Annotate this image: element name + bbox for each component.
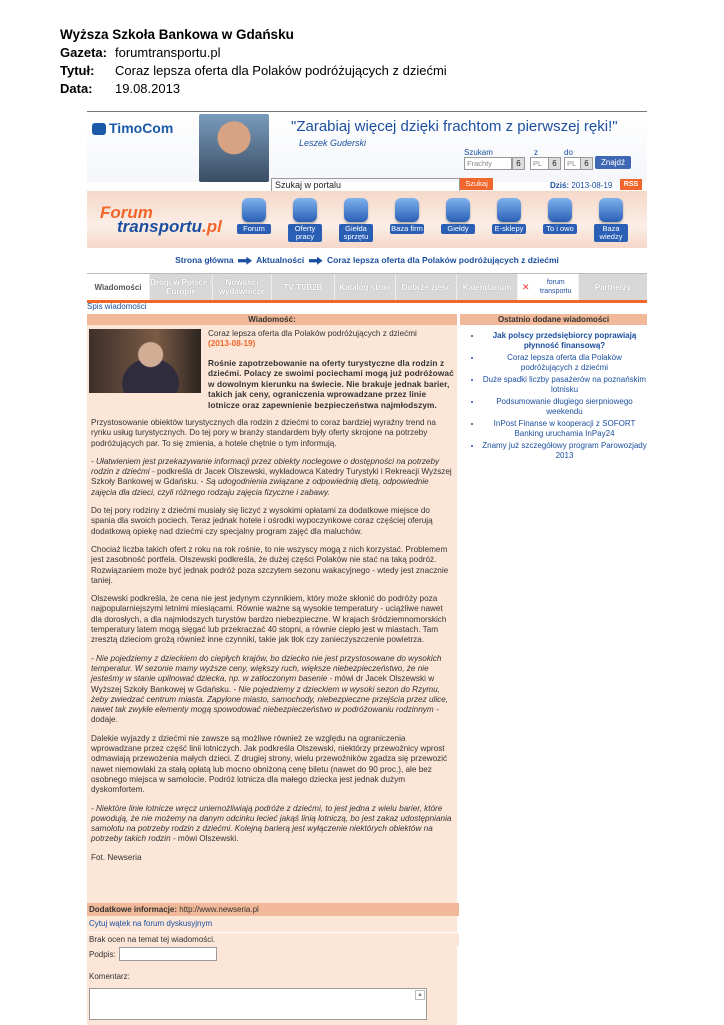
szukam-label: Szukam: [464, 148, 493, 157]
advert-author: Leszek Guderski: [299, 138, 367, 148]
paragraph: - Niektóre linie lotnicze wręcz uniemożliwiają podróże z dziećmi, to jest jedna z wielu barier, które powodują, że nie możemy na danym odcinku lecieć jakąś linią lotniczą, bo jest zakaz udostępniania samolotu na potrzeby rodzin z dziećmi. Kolejną barierą jest wyłączenie niektórych obiektów na potrzeby takich rodzin - mówi Olszewski.: [91, 803, 452, 844]
paragraph: Olszewski podkreśla, że cena nie jest jedynym czynnikiem, który może skłonić do podróży poza najpopularniejszymi letnimi miesiącami. Równie ważne są wysokie temperatury - uciążliwe nawet dla dorosłych, a dla najmłodszych turystów bardzo niebezpieczne. W krajach śródziemnomorskich temperatury latem mogą sięgać lub przekraczać 40 stopni, a równie ciepło jest w miastach. Tam zresztą dzieciom grożą również inne czynniki, takie jak tłok czy zanieczyszczenie powietrza.: [91, 594, 447, 645]
article-lead: Rośnie zapotrzebowanie na oferty turystyczne dla rodzin z dziećmi. Polacy ze swoimi pociechami mogą już podróżować w dowolnym kierunku na świecie. Nie brakuje jednak barier, takich jak ceny, ograniczenia wprowadzane przez linie lotnicze oraz zapewnienie bezpieczeństwa najmłodszym.: [208, 357, 454, 410]
recent-news-item[interactable]: • Duże spadki liczby pasażerów na poznańskim lotnisku: [482, 375, 647, 394]
logo-transportu[interactable]: transportu.pl: [117, 217, 222, 236]
portal-search-input[interactable]: Szukaj w portalu: [271, 178, 460, 192]
scroll-arrow-icon[interactable]: ▲: [415, 990, 425, 1000]
sidebar-heading: Ostatnio dodane wiadomości: [460, 314, 647, 325]
additional-info: Dodatkowe informacje: http://www.newseria.pl: [87, 903, 459, 916]
recent-news-sidebar: [460, 314, 647, 494]
paragraph: Do tej pory rodziny z dziećmi musiały się liczyć z wysokimi opłatami za dodatkowe miejsce do spania dla swoich pociech. Teraz jednak hotele i ośrodki wypoczynkowe coraz częściej oferują dodatkową opiekę nad dziećmi czy specjalny program zajęć dla maluchów.: [91, 506, 433, 536]
today-date: Dziś: 2013-08-19: [550, 181, 613, 190]
spis-wiadomosci-link[interactable]: Spis wiadomości: [87, 302, 147, 311]
banner-e-shops-button[interactable]: [492, 198, 526, 234]
exchanges-icon: [446, 198, 470, 222]
banner-icon-label: Baza firm: [391, 224, 423, 233]
tab-katalog[interactable]: Katalog stron: [335, 274, 396, 300]
freight-type-select[interactable]: Frachty: [464, 157, 512, 170]
data-label: Data:: [60, 81, 93, 96]
paragraph: Dalekie wyjazdy z dziećmi nie zawsze są możliwe również ze względu na ograniczenia wprowadzane przez część linii lotniczych. Jak podkreśla Olszewski, niektórzy przewoźnicy wprost odmawiają przewożenia małych dzieci. Z drugiej strony, wielu przewoźników zgadza się przewozić nawet niemowlaki za stałą opłatą lub mocno obniżoną cenę biletu (nawet do 90 proc.), ale bez osobnego miejsca w samolocie. Podróż lotnicza dla małego dziecka jest jednak dużym dyskomfortem.: [91, 733, 448, 795]
additional-info-link[interactable]: http://www.newseria.pl: [177, 905, 259, 914]
from-number[interactable]: 6: [548, 157, 561, 170]
from-country-select[interactable]: PL: [530, 157, 550, 170]
breadcrumb-home[interactable]: Strona główna: [175, 255, 234, 265]
banner-icon-label: E-sklepy: [492, 224, 526, 234]
podpis-label: Podpis:: [89, 950, 116, 959]
advert-slogan: "Zarabiaj więcej dzięki frachtom z pierwszej ręki!": [291, 118, 618, 135]
recent-news-list: [460, 331, 647, 460]
site-banner: [87, 191, 647, 248]
to-number[interactable]: 6: [580, 157, 593, 170]
banner-job-offers-button[interactable]: [288, 198, 322, 242]
top-bar: [87, 112, 647, 182]
e-shops-icon: [497, 198, 521, 222]
banner-icon-label: Giełda sprzętu: [339, 224, 373, 242]
recent-news-item[interactable]: • Znamy już szczegółowy program Parowozjady 2013: [482, 441, 647, 460]
logo-forum[interactable]: Forum: [100, 203, 153, 222]
gazeta-value: forumtransportu.pl: [115, 45, 221, 60]
forum-quote-link[interactable]: Cytuj wątek na forum dyskusyjnym: [89, 919, 213, 928]
article-panel: [87, 314, 457, 1025]
banner-equipment-exchange-button[interactable]: [339, 198, 373, 242]
arrow-right-icon: [309, 257, 323, 265]
szukaj-button[interactable]: Szukaj: [460, 178, 493, 190]
forum-icon: [242, 198, 266, 222]
gazeta-label: Gazeta:: [60, 45, 107, 60]
banner-icon-label: Oferty pracy: [288, 224, 322, 242]
tab-forum[interactable]: ✕ forum transportu: [518, 274, 579, 300]
article-heading: Wiadomość:: [87, 314, 457, 325]
article-date: (2013-08-19): [208, 339, 256, 349]
z-label: z: [534, 148, 538, 157]
znajdz-button[interactable]: Znajdź: [595, 156, 631, 169]
miscellaneous-icon: [548, 198, 572, 222]
tab-wiadomosci[interactable]: Wiadomości: [87, 274, 150, 300]
timocom-icon: [92, 123, 106, 135]
tab-partnerzy[interactable]: Partnerzy: [579, 274, 647, 300]
paragraph: - Ułatwieniem jest przekazywanie informacji przez obiekty noclegowe o dostępności na potrzeby rodzin z dziećmi - podkreśla dr Jacek Olszewski, wykładowca Katedry Turystyki i Rekreacji Wyższej Szkoły Bankowej w Gdańsku. - Są udogodnienia związane z odpowiednią dietą, odpowiednie zajęcia dla dzieci, czyli różnego rodzaju zajęcia fizyczne i zabawy.: [91, 456, 452, 497]
banner-icon-label: To i owo: [543, 224, 577, 234]
knowledge-base-icon: [599, 198, 623, 222]
podpis-input[interactable]: [119, 947, 217, 961]
tab-dobrze-zjesc[interactable]: Dobrze zjeść: [396, 274, 457, 300]
banner-exchanges-button[interactable]: [441, 198, 475, 234]
breadcrumb-news[interactable]: Aktualności: [256, 255, 305, 265]
company-database-icon: [395, 198, 419, 222]
tab-drogi[interactable]: Drogi w Polsce i Europie: [150, 274, 213, 300]
document-meta: [60, 26, 447, 98]
forum-icon: ✕: [522, 281, 530, 292]
paragraph: Przystosowanie obiektów turystycznych dla rodzin z dziećmi to coraz bardziej wyraźny trend na rynku usług turystycznych. Do tej pory w branży standardem były oferty skrojone na potrzeby podróżujących par. To się zmienia, a hotele chętnie o tym informują.: [91, 418, 436, 448]
institution: Wyższa Szkoła Bankowa w Gdańsku: [60, 27, 294, 42]
banner-icon-label: Forum: [237, 224, 271, 234]
photo-credit: Fot. Newseria: [91, 852, 142, 862]
banner-icon-label: Baza wiedzy: [594, 224, 628, 242]
paragraph: Chociaż liczba takich ofert z roku na rok rośnie, to nie wszyscy mogą z nich korzystać. Problemem jest zasobność portfela. Olszewski podkreśla, że dużej części Polaków nie stać na taką podróż. Rozwiązaniem może być jednak podróż poza szczytem sezonu wakacyjnego - wtedy jest znacznie taniej.: [91, 544, 449, 585]
arrow-right-icon: [238, 257, 252, 265]
tab-tv[interactable]: TV TVB2B: [272, 274, 335, 300]
tytul-value: Coraz lepsza oferta dla Polaków podróżujących z dziećmi: [115, 63, 447, 78]
freight-count[interactable]: 6: [512, 157, 525, 170]
tab-nowosci[interactable]: Nowości wydawnicze: [213, 274, 272, 300]
banner-knowledge-base-button[interactable]: [594, 198, 628, 242]
breadcrumb-current: Coraz lepsza oferta dla Polaków podróżujących z dziećmi: [327, 255, 559, 265]
to-country-select[interactable]: PL: [564, 157, 582, 170]
recent-news-item[interactable]: • Podsumowanie długiego sierpniowego weekendu: [482, 397, 647, 416]
recent-news-item[interactable]: • InPost Finanse w kooperacji z SOFORT Banking uruchamia InPay24: [482, 419, 647, 438]
advert-photo: [199, 114, 269, 182]
banner-miscellaneous-button[interactable]: [543, 198, 577, 234]
banner-icon-label: Giełdy: [441, 224, 475, 234]
recent-news-item[interactable]: • Coraz lepsza oferta dla Polaków podróżujących z dziećmi: [482, 353, 647, 372]
no-ratings-text: Brak ocen na temat tej wiadomości.: [87, 932, 459, 946]
tab-kalendarium[interactable]: Kalendarium: [457, 274, 518, 300]
recent-news-item[interactable]: • Jak polscy przedsiębiorcy poprawiają płynność finansową?: [482, 331, 647, 350]
data-value: 19.08.2013: [115, 81, 181, 96]
article-title: Coraz lepsza oferta dla Polaków podróżujących z dziećmi: [208, 329, 417, 338]
do-label: do: [564, 148, 573, 157]
timocom-logo[interactable]: TimoCom: [92, 120, 173, 136]
job-offers-icon: [293, 198, 317, 222]
komentarz-label: Komentarz:: [89, 972, 130, 981]
tab-bar: [87, 273, 647, 303]
komentarz-textarea[interactable]: [89, 988, 427, 1020]
article-body: [89, 396, 457, 871]
paragraph: - Nie pojedziemy z dzieckiem do ciepłych krajów, bo dziecko nie jest przystosowane do wysokich temperatur. W sezonie mamy wyższe ceny, większy ruch, większe niebezpieczeństwo, że nie jesteśmy w stanie upilnować dziecka, np. w zatłoczonym basenie - mówi dr Jacek Olszewski w Wyższej Szkoły Bankowej w Gdańsku. - Nie pojedziemy z dzieckiem w wysoki sezon do Rzymu, żeby zwiedzać centrum miasta. Zapylone miasto, samochody, niebezpieczne przejścia przez ulice, nawet tak zwykłe elementy mogą spowodować niebezpieczeństwo w podróżowaniu rodzinnym - dodaje.: [91, 653, 449, 725]
rss-button[interactable]: RSS: [620, 179, 642, 190]
tytul-label: Tytuł:: [60, 63, 95, 78]
banner-forum-button[interactable]: [237, 198, 271, 234]
breadcrumb: [87, 255, 647, 265]
webpage-screenshot: [87, 111, 647, 1025]
banner-company-database-button[interactable]: [390, 198, 424, 234]
equipment-exchange-icon: [344, 198, 368, 222]
article-photo: [89, 329, 201, 393]
